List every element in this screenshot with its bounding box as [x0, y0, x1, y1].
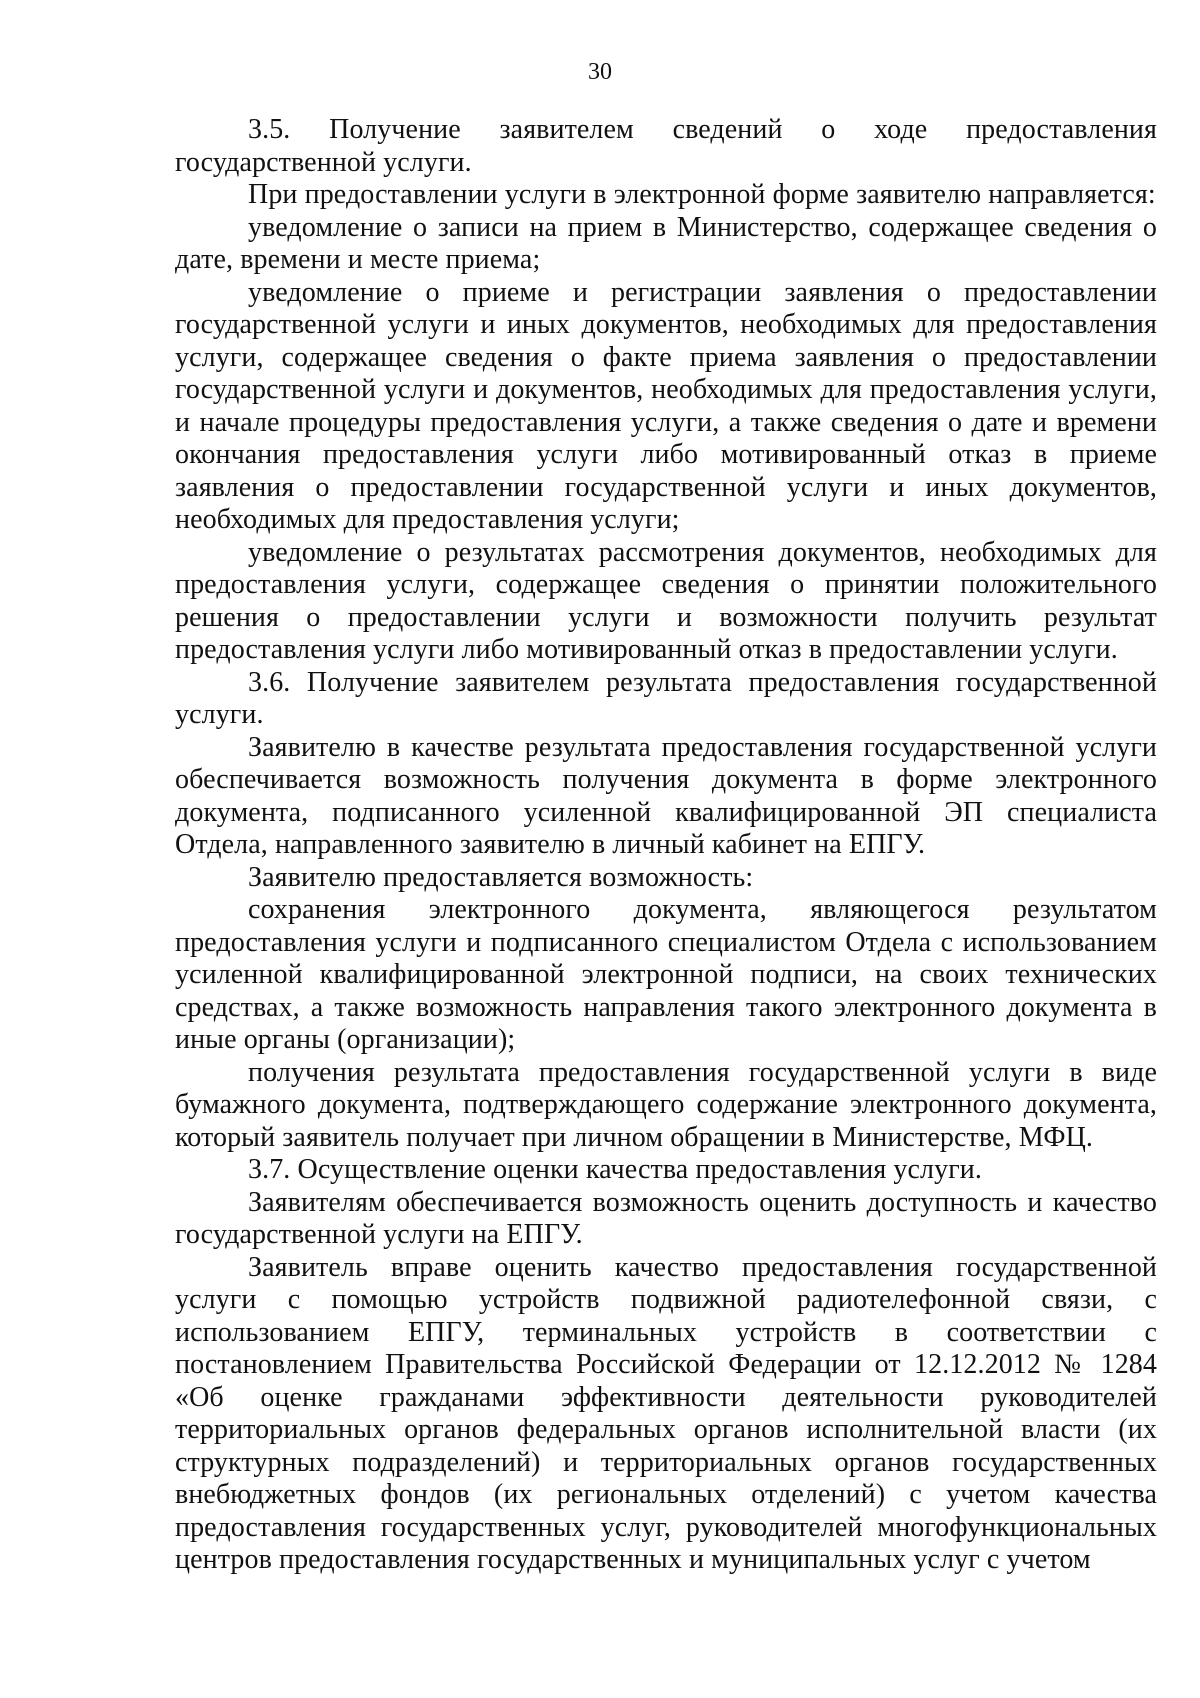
- paragraph-electronic-result: Заявителю в качестве результата предоставления государственной услуги обеспечивается возможность получения документа в форме электронного документа, подписанного усиленной квалифицированной ЭП специалиста Отдела, направленного заявителю в личный кабинет на ЕПГУ.: [175, 731, 1157, 860]
- paragraph-save-document: сохранения электронного документа, являющегося результатом предоставления услуги и подписанного специалистом Отдела с использованием усиленной квалифицированной электронной подписи, на своих технических средствах, а также возможность направления такого электронного документа в иные органы (организации);: [175, 894, 1157, 1055]
- paragraph-review-results-notification: уведомление о результатах рассмотрения документов, необходимых для предоставления услуги, содержащее сведения о принятии положительного решения о предоставлении услуги и возможности получить результат предоставления услуги либо мотивированный отказ в предоставлении услуги.: [175, 536, 1157, 665]
- paragraph-appointment-notification: уведомление о записи на прием в Министерство, содержащее сведения о дате, времени и месте приема;: [175, 211, 1157, 275]
- paragraph-3-6-heading: 3.6. Получение заявителем результата предоставления государственной услуги.: [175, 666, 1157, 730]
- paragraph-3-5-heading: 3.5. Получение заявителем сведений о ходе предоставления государственной услуги.: [175, 114, 1157, 178]
- paragraph-quality-assessment: Заявителям обеспечивается возможность оценить доступность и качество государственной услуги на ЕПГУ.: [175, 1186, 1157, 1250]
- paragraph-3-7-heading: 3.7. Осуществление оценки качества предоставления услуги.: [248, 1154, 982, 1185]
- paragraph-electronic-notifications-intro: При предоставлении услуги в электронной форме заявителю направляется:: [248, 179, 1156, 210]
- document-body: [175, 114, 1157, 1577]
- page-number: 30: [588, 59, 612, 85]
- paragraph-paper-document: получения результата предоставления государственной услуги в виде бумажного документа, подтверждающего содержание электронного документа, который заявитель получает при личном обращении в Министерстве, МФЦ.: [175, 1056, 1157, 1153]
- paragraph-possibility-intro: Заявителю предоставляется возможность:: [248, 861, 754, 893]
- paragraph-assessment-methods: Заявитель вправе оценить качество предоставления государственной услуги с помощью устройств подвижной радиотелефонной связи, с использованием ЕПГУ, терминальных устройств в соответствии с постановлением Правительства Российской Федерации от 12.12.2012 № 1284 «Об оценке гражданами эффективности деятельности руководителей территориальных органов федеральных органов исполнительной власти (их структурных подразделений) и территориальных органов государственных внебюджетных фондов (их региональных отделений) с учетом качества предоставления государственных услуг, руководителей многофункциональных центров предоставления государственных и муниципальных услуг с учетом: [175, 1251, 1157, 1575]
- paragraph-registration-notification: уведомление о приеме и регистрации заявления о предоставлении государственной услуги и иных документов, необходимых для предоставления услуги, содержащее сведения о факте приема заявления о предоставлении государственной услуги и документов, необходимых для предоставления услуги, и начале процедуры предоставления услуги, а также сведения о дате и времени окончания предоставления услуги либо мотивированный отказ в приеме заявления о предоставлении государственной услуги и иных документов, необходимых для предоставления услуги;: [175, 276, 1157, 535]
